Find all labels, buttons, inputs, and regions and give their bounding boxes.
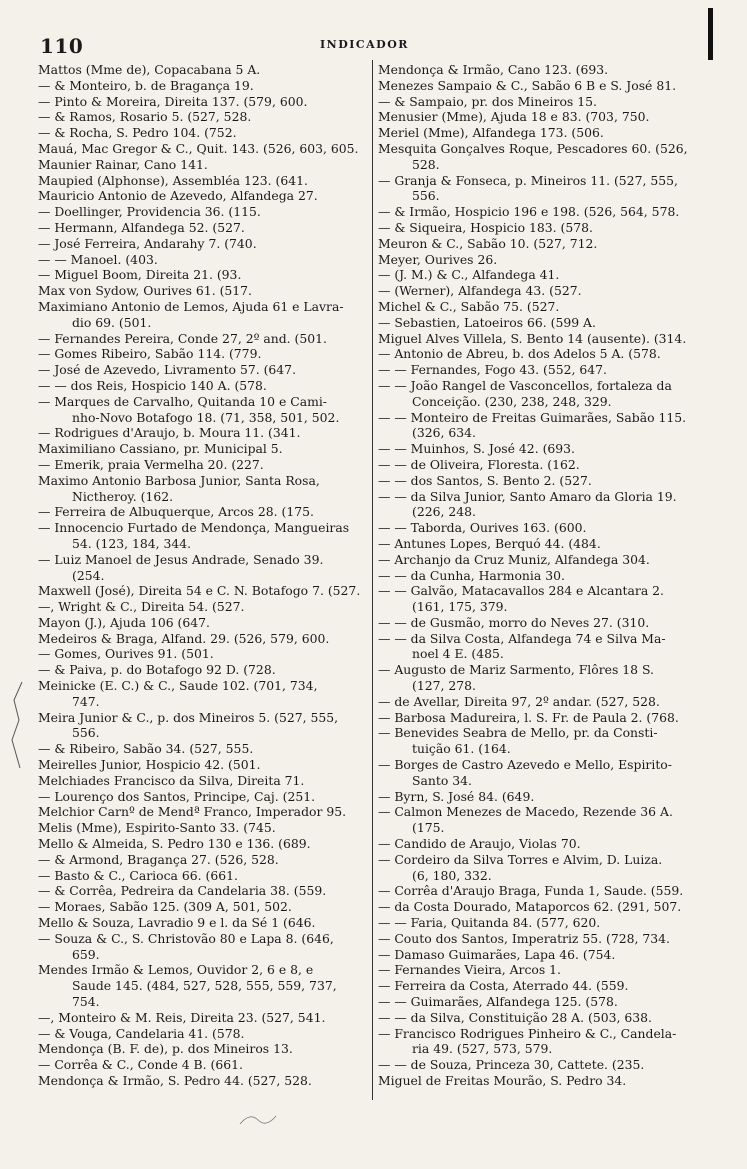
entry-continuation: (254. (72, 567, 105, 583)
entry-continuation: Santo 34. (412, 772, 472, 788)
directory-entry: — Rodrigues d'Araujo, b. Moura 11. (341. (38, 425, 301, 441)
directory-entry: Melchior Carnº de Mendª Franco, Imperador 95. (38, 804, 347, 820)
directory-entry: — — Galvão, Matacavallos 284 e Alcantara 2. (378, 583, 664, 599)
directory-entry: Melis (Mme), Espirito-Santo 33. (745. (38, 820, 276, 836)
directory-entry: Mendonça (B. F. de), p. dos Mineiros 13. (38, 1041, 293, 1057)
directory-entry: — Innocencio Furtado de Mendonça, Mangueiras (38, 520, 350, 536)
directory-entry: — Borges de Castro Azevedo e Mello, Espirito- (378, 757, 672, 773)
directory-entry: — — João Rangel de Vasconcellos, fortaleza da (378, 377, 672, 393)
page-number: 110 (40, 34, 84, 58)
directory-entry: — — Manoel. (403. (38, 251, 158, 267)
directory-entry: —, Monteiro & M. Reis, Direita 23. (527, 541. (38, 1009, 326, 1025)
directory-entry: Menezes Sampaio & C., Sabão 6 B e S. José 81. (378, 77, 677, 93)
entry-continuation: Saude 145. (484, 527, 528, 555, 559, 737, (72, 978, 337, 994)
directory-entry: — Corrêa d'Araujo Braga, Funda 1, Saude. (559. (378, 883, 684, 899)
left-column (38, 62, 370, 1089)
entry-continuation: 556. (412, 188, 440, 204)
directory-entry: Meyer, Ourives 26. (378, 251, 498, 267)
directory-entry: Mendonça & Irmão, Cano 123. (693. (378, 62, 609, 77)
entry-continuation: ria 49. (527, 573, 579. (412, 1041, 553, 1057)
column-divider (372, 60, 373, 1100)
directory-entry: Mesquita Gonçalves Roque, Pescadores 60. (526, (378, 140, 688, 156)
directory-entry: — Gomes, Ourives 91. (501. (38, 646, 214, 662)
directory-entry: — & Irmão, Hospicio 196 e 198. (526, 564, 578. (378, 204, 680, 220)
directory-entry: — José de Azevedo, Livramento 57. (647. (38, 362, 297, 378)
directory-entry: Meira Junior & C., p. dos Mineiros 5. (527, 555, (38, 709, 339, 725)
directory-entry: — — da Silva Junior, Santo Amaro da Gloria 19. (378, 488, 677, 504)
directory-entry: —, Wright & C., Direita 54. (527. (38, 599, 245, 615)
directory-entry: Meuron & C., Sabão 10. (527, 712. (378, 235, 598, 251)
directory-entry: Mendes Irmão & Lemos, Ouvidor 2, 6 e 8, e (38, 962, 314, 978)
directory-entry: — Ferreira da Costa, Aterrado 44. (559. (378, 978, 629, 994)
directory-entry: Meinicke (E. C.) & C., Saude 102. (701, 734, (38, 678, 318, 694)
directory-entry: — Corrêa & C., Conde 4 B. (661. (38, 1057, 243, 1073)
directory-entry: Max von Sydow, Ourives 61. (517. (38, 283, 252, 299)
directory-entry: — & Vouga, Candelaria 41. (578. (38, 1025, 245, 1041)
entry-continuation: 659. (72, 946, 100, 962)
directory-entry: — Hermann, Alfandega 52. (527. (38, 219, 245, 235)
entry-continuation: (6, 180, 332. (412, 867, 492, 883)
directory-entry: Melchiades Francisco da Silva, Direita 71. (38, 772, 305, 788)
right-column (378, 62, 708, 1089)
directory-entry: — Marques de Carvalho, Quitanda 10 e Cami- (38, 393, 327, 409)
entry-continuation: (127, 278. (412, 678, 476, 694)
directory-entry: — — dos Santos, S. Bento 2. (527. (378, 472, 592, 488)
directory-entry: Mello & Almeida, S. Pedro 130 e 136. (689. (38, 836, 311, 852)
directory-entry: — Basto & C., Carioca 66. (661. (38, 867, 238, 883)
directory-entry: — & Ramos, Rosario 5. (527, 528. (38, 109, 252, 125)
directory-entry: — de Avellar, Direita 97, 2º andar. (527, 528. (378, 693, 660, 709)
directory-entry: — & Ribeiro, Sabão 34. (527, 555. (38, 741, 254, 757)
directory-entry: Menusier (Mme), Ajuda 18 e 83. (703, 750. (378, 109, 650, 125)
directory-entry: — Cordeiro da Silva Torres e Alvim, D. Luiza. (378, 851, 663, 867)
directory-entry: — Fernandes Pereira, Conde 27, 2º and. (501. (38, 330, 327, 346)
directory-entry: Mauricio Antonio de Azevedo, Alfandega 27. (38, 188, 318, 204)
directory-entry: — Miguel Boom, Direita 21. (93. (38, 267, 242, 283)
directory-entry: — (Werner), Alfandega 43. (527. (378, 283, 582, 299)
directory-entry: — Sebastien, Latoeiros 66. (599 A. (378, 314, 596, 330)
directory-entry: — Candido de Araujo, Violas 70. (378, 836, 581, 852)
directory-entry: — & Monteiro, b. de Bragança 19. (38, 77, 254, 93)
directory-entry: — & Corrêa, Pedreira da Candelaria 38. (559. (38, 883, 327, 899)
directory-entry: — Pinto & Moreira, Direita 137. (579, 600. (38, 93, 308, 109)
directory-entry: — Benevides Seabra de Mello, pr. da Consti- (378, 725, 658, 741)
entry-continuation: (175. (412, 820, 445, 836)
directory-entry: — & Sampaio, pr. dos Mineiros 15. (378, 93, 597, 109)
directory-entry: — & Rocha, S. Pedro 104. (752. (38, 125, 237, 141)
directory-entry: — Couto dos Santos, Imperatriz 55. (728, 734. (378, 930, 670, 946)
directory-entry: — Calmon Menezes de Macedo, Rezende 36 A. (378, 804, 673, 820)
running-head: INDICADOR (320, 38, 409, 51)
directory-entry: — — Taborda, Ourives 163. (600. (378, 520, 587, 536)
directory-entry: Maximo Antonio Barbosa Junior, Santa Rosa, (38, 472, 320, 488)
directory-entry: Miguel de Freitas Mourão, S. Pedro 34. (378, 1073, 627, 1088)
directory-entry: Medeiros & Braga, Alfand. 29. (526, 579, 600. (38, 630, 330, 646)
edge-rule (708, 8, 713, 60)
directory-entry: — Luiz Manoel de Jesus Andrade, Senado 39. (38, 551, 324, 567)
directory-entry: — Gomes Ribeiro, Sabão 114. (779. (38, 346, 262, 362)
directory-entry: — Doellinger, Providencia 36. (115. (38, 204, 261, 220)
directory-entry: Mayon (J.), Ajuda 106 (647. (38, 614, 210, 630)
directory-entry: — Fernandes Vieira, Arcos 1. (378, 962, 561, 978)
directory-entry: — — da Cunha, Harmonia 30. (378, 567, 565, 583)
directory-entry: Miguel Alves Villela, S. Bento 14 (ausente). (314. (378, 330, 687, 346)
directory-entry: — Emerik, praia Vermelha 20. (227. (38, 456, 264, 472)
entry-continuation: tuição 61. (164. (412, 741, 511, 757)
directory-entry: Mendonça & Irmão, S. Pedro 44. (527, 528. (38, 1073, 312, 1088)
directory-entry: — Granja & Fonseca, p. Mineiros 11. (527, 555, (378, 172, 678, 188)
directory-entry: — — da Silva, Constituição 28 A. (503, 638. (378, 1009, 652, 1025)
directory-entry: — Ferreira de Albuquerque, Arcos 28. (175. (38, 504, 314, 520)
entry-continuation: 754. (72, 994, 100, 1010)
entry-continuation: Conceição. (230, 238, 248, 329. (412, 393, 612, 409)
entry-continuation: noel 4 E. (485. (412, 646, 504, 662)
entry-continuation: nho-Novo Botafogo 18. (71, 358, 501, 502. (72, 409, 340, 425)
directory-entry: — & Siqueira, Hospicio 183. (578. (378, 219, 593, 235)
directory-entry: — Lourenço dos Santos, Principe, Caj. (251. (38, 788, 316, 804)
directory-entry: — Francisco Rodrigues Pinheiro & C., Candela- (378, 1025, 677, 1041)
entry-continuation: (161, 175, 379. (412, 599, 508, 615)
directory-entry: — — Muinhos, S. José 42. (693. (378, 441, 575, 457)
directory-entry: — — Monteiro de Freitas Guimarães, Sabão 115. (378, 409, 687, 425)
entry-continuation: Nictheroy. (162. (72, 488, 174, 504)
directory-entry: Maunier Rainar, Cano 141. (38, 156, 208, 172)
directory-entry: — Augusto de Mariz Sarmento, Flôres 18 S. (378, 662, 654, 678)
directory-entry: — — da Silva Costa, Alfandega 74 e Silva Ma- (378, 630, 666, 646)
pencil-scratch-mark (238, 1110, 278, 1128)
directory-entry: — José Ferreira, Andarahy 7. (740. (38, 235, 257, 251)
directory-entry: — — Faria, Quitanda 84. (577, 620. (378, 915, 601, 931)
directory-entry: — — de Souza, Princeza 30, Cattete. (235. (378, 1057, 645, 1073)
directory-entry: Maxwell (José), Direita 54 e C. N. Botafogo 7. (527. (38, 583, 361, 599)
entry-continuation: 747. (72, 693, 100, 709)
directory-entry: — Barbosa Madureira, l. S. Fr. de Paula 2. (768. (378, 709, 679, 725)
entry-continuation: 528. (412, 156, 440, 172)
entry-continuation: (326, 634. (412, 425, 476, 441)
directory-entry: — — de Oliveira, Floresta. (162. (378, 456, 580, 472)
margin-pencil-mark (10, 680, 24, 770)
directory-entry: Maximiliano Cassiano, pr. Municipal 5. (38, 441, 283, 457)
directory-entry: — — Fernandes, Fogo 43. (552, 647. (378, 362, 607, 378)
directory-entry: — & Armond, Bragança 27. (526, 528. (38, 851, 279, 867)
directory-entry: — Moraes, Sabão 125. (309 A, 501, 502. (38, 899, 292, 915)
entry-continuation: (226, 248. (412, 504, 476, 520)
directory-entry: — — Guimarães, Alfandega 125. (578. (378, 994, 618, 1010)
directory-entry: Mattos (Mme de), Copacabana 5 A. (38, 62, 261, 77)
directory-entry: — Byrn, S. José 84. (649. (378, 788, 535, 804)
directory-entry: — (J. M.) & C., Alfandega 41. (378, 267, 560, 283)
directory-entry: — Antunes Lopes, Berquó 44. (484. (378, 535, 601, 551)
directory-entry: Meriel (Mme), Alfandega 173. (506. (378, 125, 604, 141)
entry-continuation: 556. (72, 725, 100, 741)
directory-entry: — Antonio de Abreu, b. dos Adelos 5 A. (578. (378, 346, 661, 362)
entry-continuation: 54. (123, 184, 344. (72, 535, 192, 551)
directory-entry: Maupied (Alphonse), Assembléa 123. (641. (38, 172, 308, 188)
directory-entry: — & Paiva, p. do Botafogo 92 D. (728. (38, 662, 276, 678)
directory-entry: Mauá, Mac Gregor & C., Quit. 143. (526, 603, 605. (38, 140, 359, 156)
directory-entry: Meirelles Junior, Hospicio 42. (501. (38, 757, 261, 773)
entry-continuation: dio 69. (501. (72, 314, 152, 330)
directory-entry: — da Costa Dourado, Mataporcos 62. (291, 507. (378, 899, 682, 915)
directory-entry: — Souza & C., S. Christovão 80 e Lapa 8. (646, (38, 930, 334, 946)
directory-entry: — — de Gusmão, morro do Neves 27. (310. (378, 614, 650, 630)
directory-entry: Mello & Souza, Lavradio 9 e l. da Sé 1 (646. (38, 915, 316, 931)
directory-entry: — Archanjo da Cruz Muniz, Alfandega 304. (378, 551, 650, 567)
directory-entry: — — dos Reis, Hospicio 140 A. (578. (38, 377, 267, 393)
directory-entry: Maximiano Antonio de Lemos, Ajuda 61 e Lavra- (38, 298, 344, 314)
directory-entry: — Damaso Guimarães, Lapa 46. (754. (378, 946, 616, 962)
directory-entry: Michel & C., Sabão 75. (527. (378, 298, 560, 314)
